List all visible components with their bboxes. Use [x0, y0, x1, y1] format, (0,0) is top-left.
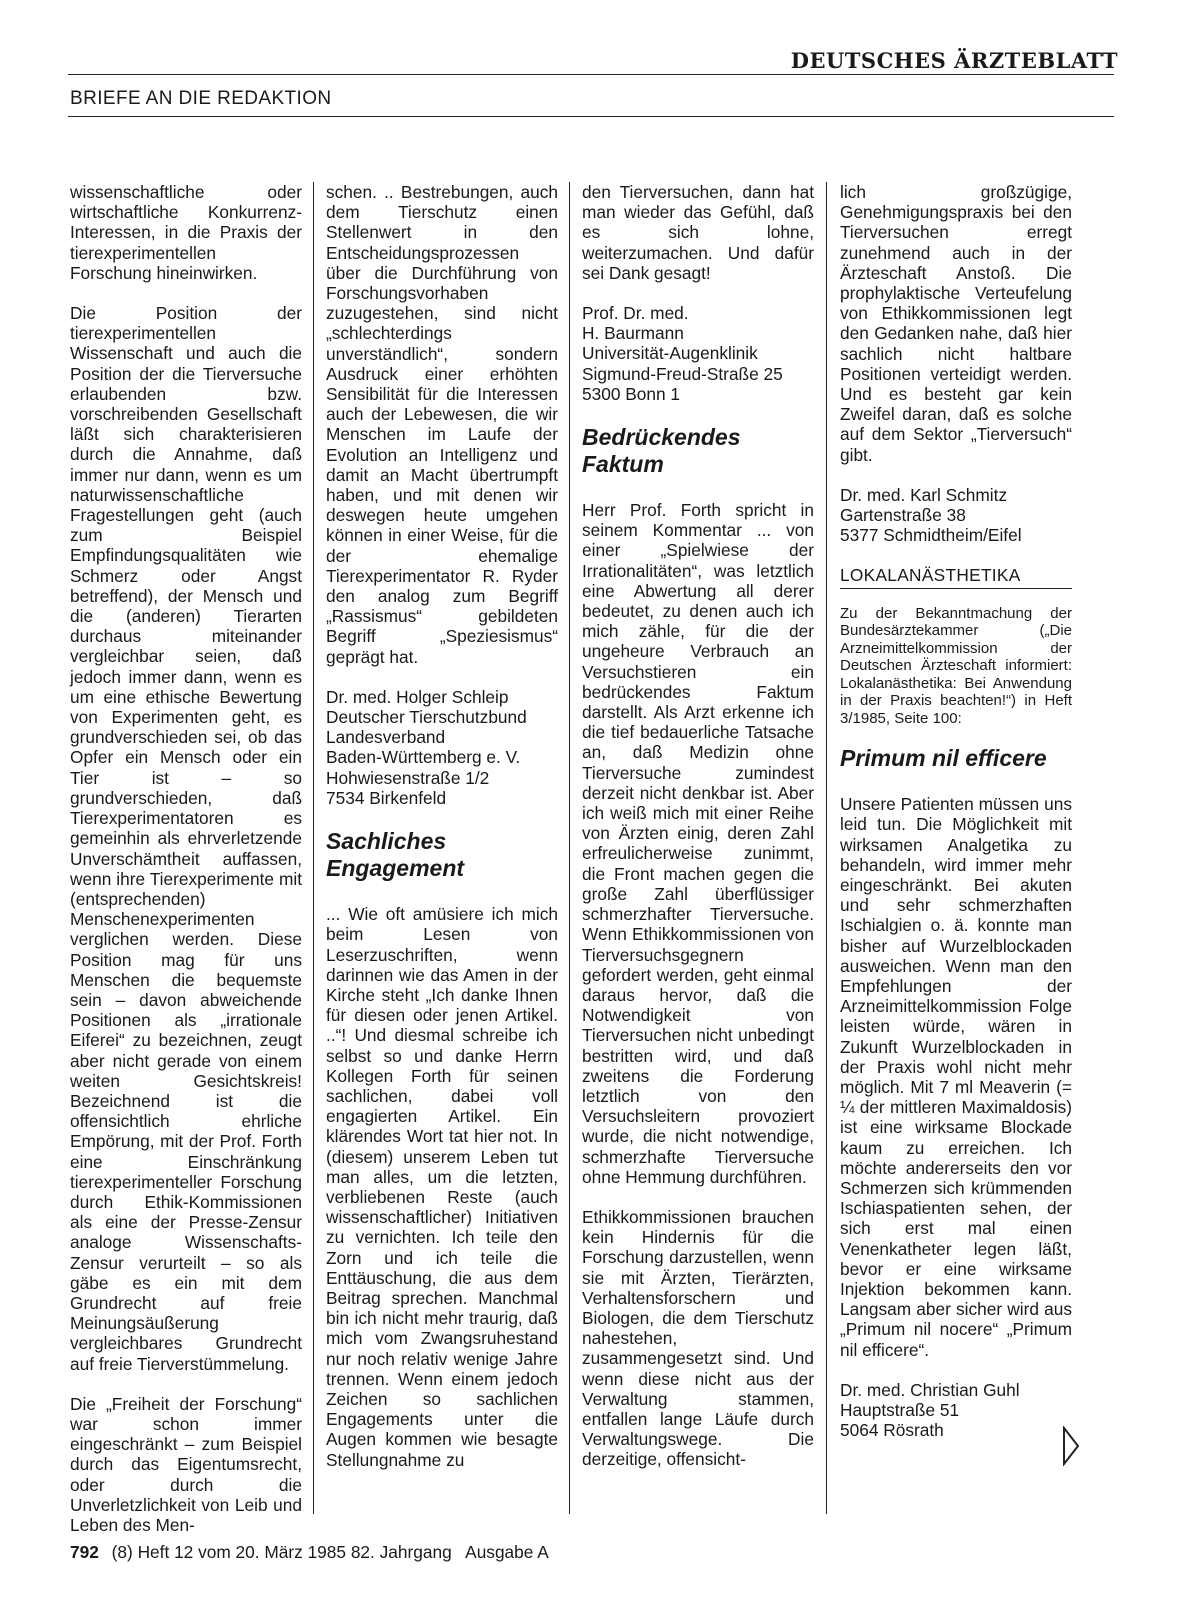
signature-line: Gartenstraße 38 — [840, 505, 966, 526]
col1-paragraph-3: Die „Freiheit der Forschung“ war schon immer eingeschränkt – zum Beispiel durch das Eigentumsrecht, oder durch die Unverletzlichkeit von Leib und Leben des Men- — [70, 1393, 302, 1535]
topic-heading: LOKALANÄSTHETIKA — [840, 565, 1072, 588]
masthead: DEUTSCHES ÄRZTEBLATT — [790, 48, 1118, 73]
signature-line: 5377 Schmidtheim/Eifel — [840, 525, 1022, 546]
column-4 — [840, 182, 1072, 1460]
column-3 — [582, 182, 814, 1490]
signature-line: Hohwiesenstraße 1/2 — [326, 767, 490, 788]
col1-paragraph-2: Die Position der tierexperimentellen Wissenschaft und auch die Position der die Tierversuche erlaubenden bzw. vorschreibenden Gesellschaft läßt sich charakterisieren durch die Annahme, daß immer nur dann, wenn es um naturwissenschaftliche Fragestellungen geht (auch zum Beispiel Empfindungsqualitäten wie Schmerz oder Angst betreffend), der Mensch und die (anderen) Tierarten durchaus miteinander vergleichbar seien, daß jedoch immer dann, wenn es um eine ethische Bewertung von Experimenten geht, es grundverschieden sei, ob das Opfer ein Mensch oder ein Tier ist – so grundverschieden, daß Tierexperimentatoren es gemeinhin als ehrverletzende Unverschämtheit auffassen, wenn ihre Tierexperimente mit (entsprechenden) Menschenexperimenten verglichen werden. Diese Position mag für uns Menschen die bequemste sein – davon abweichende Positionen als „irrationale Eiferei“ zu bezeichnen, zeugt aber nicht gerade von einem weiten Gesichtskreis! Bezeichnend ist die offensichtlich ehrliche Empörung, mit der Prof. Forth eine Einschränkung tierexperimenteller Forschung durch Ethik-Kommissionen als eine der Presse-Zensur analoge Wissenschafts-Zensur verurteilt – so als gäbe es ein mit dem Grundrecht auf freie Meinungsäußerung vergleichbares Grundrecht auf freie Tierverstümmelung. — [70, 303, 302, 1374]
col2-signature — [326, 687, 558, 808]
column-2 — [326, 182, 558, 1490]
col4-paragraph-2: Unsere Patienten müssen uns leid tun. Die Möglichkeit mit wirksamen Analgetika zu behandeln, wird immer mehr eingeschränkt. Bei akuten und sehr schmerzhaften Ischialgien o. ä. konnte man bisher auf Wurzelblockaden ausweichen. Wenn man den Empfehlungen der Arzneimittelkommission Folge leisten würde, wären in Zukunft Wurzelblockaden in der Praxis wohl nicht mehr möglich. Mit 7 ml Meaverin (= ¼ der mittleren Maximaldosis) ist eine wirksame Blockade kaum zu erreichen. Ich möchte andererseits den vor Schmerzen sich krümmenden Ischiaspatienten sehen, der sich erst mal einen Venenkatheter legen läßt, bevor er eine wirksame Injektion bekommen kann. Langsam aber sicher wird aus „Primum nil nocere“ „Primum nil efficere“. — [840, 794, 1072, 1360]
signature-line: Landesverband — [326, 727, 446, 748]
signature-line: Deutscher Tierschutzbund — [326, 707, 527, 728]
issue-info: (8) Heft 12 vom 20. März 1985 82. Jahrgang — [111, 1542, 452, 1562]
section-title: BRIEFE AN DIE REDAKTION — [70, 88, 332, 109]
col4-paragraph-1: lich großzügige, Genehmigungspraxis bei den Tierversuchen erregt zunehmend auch in der Ärzteschaft Anstoß. Die prophylaktische Verteufelung von Ethikkommissionen legt den Gedanken nahe, daß hier sachlich nicht haltbare Positionen verteidigt werden. Und es besteht gar kein Zweifel daran, daß es solche auf dem Sektor „Tierversuch“ gibt. — [840, 182, 1072, 465]
signature-line: 5064 Rösrath — [840, 1420, 944, 1441]
col3-paragraph-1: den Tierversuchen, dann hat man wieder das Gefühl, daß es sich lohne, weiterzumachen. Und dafür sei Dank gesagt! — [582, 182, 814, 283]
signature-line: Baden-Württemberg e. V. — [326, 747, 521, 768]
signature-line: Dr. med. Karl Schmitz — [840, 484, 1008, 505]
page-number: 792 — [70, 1542, 99, 1562]
signature-line: Universität-Augenklinik — [582, 343, 758, 364]
column-divider — [569, 182, 570, 1514]
signature-line: Dr. med. Christian Guhl — [840, 1379, 1020, 1400]
column-divider — [826, 182, 827, 1514]
col3-paragraph-3: Ethikkommissionen brauchen kein Hindernis für die Forschung darzustellen, wenn sie mit Ärzten, Tierärzten, Verhaltensforschern und Biologen, die dem Tierschutz nahestehen, zusammengesetzt sind. Und wenn diese nicht aus der Verwaltung stammen, entfallen lange Läufe durch Verwaltungswege. Die derzeitige, offensicht- — [582, 1206, 814, 1470]
col3-signature — [582, 303, 814, 404]
col1-paragraph-1: wissenschaftliche oder wirtschaftliche Konkurrenz-Interessen, in die Praxis der tierexperimentellen Forschung hineinwirken. — [70, 182, 302, 283]
col3-paragraph-2: Herr Prof. Forth spricht in seinem Kommentar ... von einer „Spielwiese der Irrationalitäten“, was letztlich eine Abwertung all derer bedeutet, zu denen auch ich mich zähle, für die der ungeheure Verbrauch an Versuchstieren ein bedrückendes Faktum darstellt. Als Arzt erkenne ich die tief bedauerliche Tatsache an, daß Medizin ohne Tierversuche zumindest derzeit nicht denkbar ist. Aber ich weiß mich mit einer Reihe von Ärzten einig, deren Zahl erfreulicherweise zunimmt, die Front machen gegen die große Zahl überflüssiger schmerzhafter Tierversuche. Wenn Ethikkommissionen von Tierversuchsgegnern gefordert werden, geht einmal daraus hervor, daß die Notwendigkeit von Tierversuchen nicht unbedingt bestritten wird, und daß zweitens die Forderung letztlich von den Versuchsleitern provoziert wurde, die nicht notwendige, schmerzhafte Tierversuche ohne Hemmung durchführen. — [582, 500, 814, 1187]
letter-heading: Bedrückendes Faktum — [582, 424, 741, 478]
col4-signature — [840, 485, 1072, 546]
signature-line: Dr. med. Holger Schleip — [326, 686, 509, 707]
page-footer — [70, 1542, 549, 1563]
continue-arrow-icon — [1062, 1426, 1080, 1466]
edition-label: Ausgabe A — [465, 1542, 549, 1562]
column-1 — [70, 182, 302, 1555]
masthead-rule — [68, 74, 1114, 75]
signature-line: Hauptstraße 51 — [840, 1400, 960, 1421]
letter-heading: Sachliches Engagement — [326, 828, 465, 882]
signature-line: Sigmund-Freud-Straße 25 — [582, 363, 783, 384]
topic-intro: Zu der Bekanntmachung der Bundesärztekammer („Die Arzneimittelkommission der Deutschen Ärzteschaft informiert: Lokalanästhetika: Bei Anwendung in der Praxis beachten!“) in Heft 3/1985, Seite 100: — [840, 604, 1072, 727]
signature-line: 7534 Birkenfeld — [326, 787, 447, 808]
signature-line: H. Baurmann — [582, 323, 684, 344]
signature-line: Prof. Dr. med. — [582, 303, 689, 324]
col2-paragraph-1: schen. .. Bestrebungen, auch dem Tierschutz einen Stellenwert in den Entscheidungsprozessen über die Durchführung von Forschungsvorhaben zuzugestehen, sind nicht „schlechterdings unverständlich“, sondern Ausdruck einer erhöhten Sensibilität für die Interessen auch der Lebewesen, die wir Menschen im Laufe der Evolution an Intelligenz und damit an Macht übertrumpft haben, und mit denen wir deswegen heute umgehen können in einer Weise, für die der ehemalige Tierexperimentator R. Ryder den analog zum Begriff „Rassismus“ gebildeten Begriff „Speziesismus“ geprägt hat. — [326, 182, 558, 667]
letter-heading: Primum nil efficere — [840, 745, 1047, 772]
section-rule — [68, 116, 1114, 117]
signature-line: 5300 Bonn 1 — [582, 383, 681, 404]
col2-paragraph-2: ... Wie oft amüsiere ich mich beim Lesen von Leserzuschriften, wenn darinnen wie das Amen in der Kirche steht „Ich danke Ihnen für diesen oder jenen Artikel. ..“! Und diesmal schreibe ich selbst so und danke Herrn Kollegen Forth für seinen sachlichen, dabei voll engagierten Artikel. Ein klärendes Wort tat hier not. In (diesem) unserem Leben tut man alles, um die letzten, verbliebenen Reste (auch wissenschaftlicher) Initiativen zu vernichten. Ich teile den Zorn und ich teile die Enttäuschung, die aus dem Beitrag sprechen. Manchmal bin ich nicht mehr traurig, daß mich vom Zwangsruhestand nur noch relativ wenige Jahre trennen. Wenn einem jedoch Zeichen so sachlichen Engagements unter die Augen kommen wie besagte Stellungnahme zu — [326, 904, 558, 1470]
column-divider — [313, 182, 314, 1514]
col4-signature-2 — [840, 1380, 1072, 1441]
